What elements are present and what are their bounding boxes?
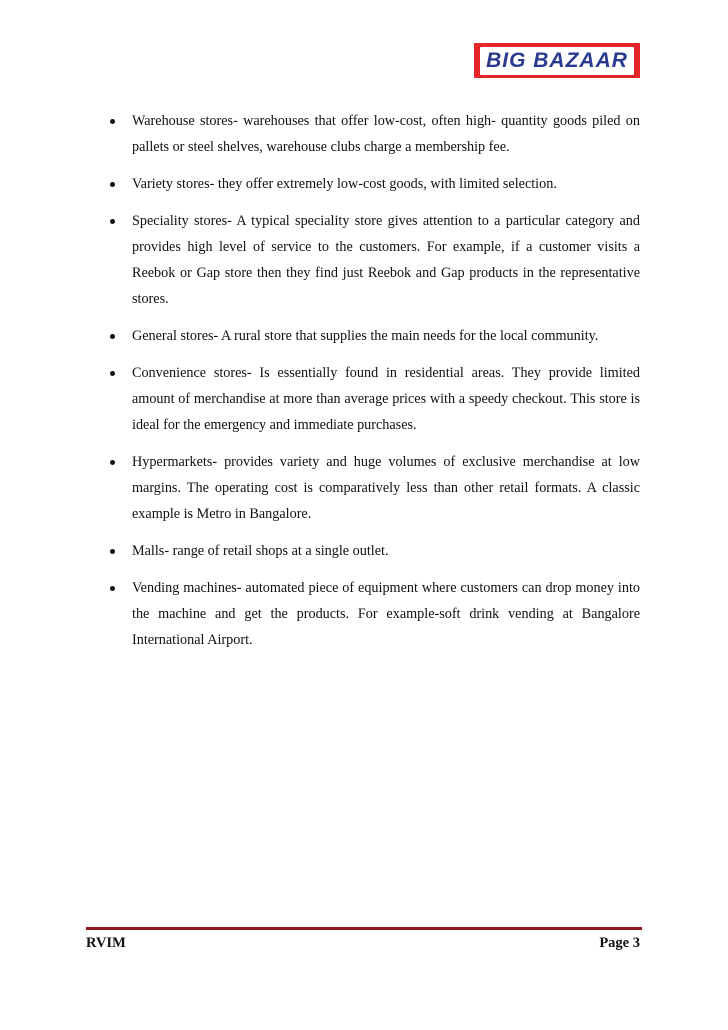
store-types-list — [105, 108, 640, 653]
list-item — [105, 449, 640, 527]
page-number: Page 3 — [599, 935, 640, 951]
list-item-text: Vending machines- automated piece of equipment where customers can drop money into the machine and get the products. For example-soft drink vending at Bangalore International Airport. — [132, 580, 640, 648]
list-item — [105, 360, 640, 438]
logo-text: BIG BAZAAR — [480, 47, 634, 75]
bullet-icon — [110, 586, 115, 591]
bullet-icon — [110, 371, 115, 376]
list-item-text: Convenience stores- Is essentially found in residential areas. They provide limited amount of merchandise at more than average prices with a speedy checkout. This store is ideal for the emergency and immediate purchases. — [132, 365, 640, 433]
list-item-text: General stores- A rural store that supplies the main needs for the local community. — [132, 328, 599, 344]
list-item-text: Malls- range of retail shops at a single outlet. — [132, 543, 389, 559]
list-item — [105, 575, 640, 653]
list-item — [105, 208, 640, 312]
list-item — [105, 171, 640, 197]
footer-divider — [86, 927, 642, 930]
bullet-icon — [110, 219, 115, 224]
document-body — [105, 108, 640, 664]
bullet-icon — [110, 334, 115, 339]
bullet-icon — [110, 549, 115, 554]
bullet-icon — [110, 119, 115, 124]
bullet-icon — [110, 182, 115, 187]
list-item-text: Warehouse stores- warehouses that offer low-cost, often high- quantity goods piled on pallets or steel shelves, warehouse clubs charge a membership fee. — [132, 113, 640, 155]
footer-institution: RVIM — [86, 935, 126, 951]
list-item-text: Hypermarkets- provides variety and huge volumes of exclusive merchandise at low margins. The operating cost is comparatively less than other retail formats. A classic example is Metro in Bangalore. — [132, 454, 640, 522]
list-item — [105, 108, 640, 160]
list-item — [105, 323, 640, 349]
list-item-text: Speciality stores- A typical speciality store gives attention to a particular category and provides high level of service to the customers. For example, if a customer visits a Reebok or Gap store then they find just Reebok and Gap products in the representative stores. — [132, 213, 640, 307]
bullet-icon — [110, 460, 115, 465]
list-item — [105, 538, 640, 564]
big-bazaar-logo — [474, 43, 640, 78]
list-item-text: Variety stores- they offer extremely low-cost goods, with limited selection. — [132, 176, 557, 192]
